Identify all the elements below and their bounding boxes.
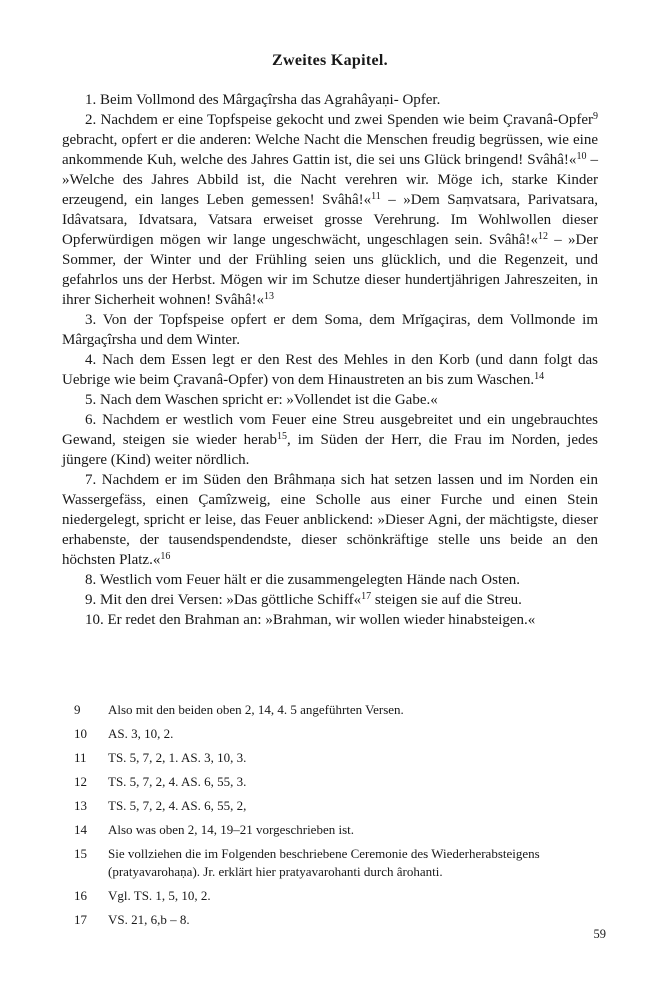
paragraph-8: 8. Westlich vom Feuer hält er die zusammengelegten Hände nach Osten. [85,572,521,588]
paragraph-3: 3. Von der Topfspeise opfert er dem Soma, dem Mrĭgaçiras, dem Vollmonde im Mârgaçîrsha und dem Winter. [62,312,598,348]
footnote-number: 13 [74,798,87,813]
footnote-number: 10 [74,726,87,741]
footnote-12 [74,773,598,791]
footnote-number: 15 [74,846,87,861]
footnote-number: 16 [74,888,87,903]
footnote-14 [74,821,598,839]
footnote-11 [74,749,598,767]
footnote-text: AS. 3, 10, 2. [108,726,174,741]
page-number: 59 [593,927,606,941]
paragraph-4: 4. Nach dem Essen legt er den Rest des Mehles in den Korb (und dann folgt das Uebrige wie beim Çravanâ-Opfer) von dem Hinaustreten an bis zum Waschen.$^{14}$ [62,352,598,388]
paragraph-7: 7. Nachdem er im Süden den Brâhmaṇa sich hat setzen lassen und im Norden ein Wassergefäss, einen Çamîzweig, eine Scholle aus einer Furche und einen Stein niedergelegt, spricht er leise, das Feuer anblickend: »Dieser Agni, der mächtigste, dieser erhabenste, der tausendspendendste, dieser schönkräftige stelle uns beide an den höchsten Platz.«$^{16}$ [62,472,598,568]
footnote-ref-13: 13 [264,291,275,302]
footnote-17 [74,911,598,929]
footnote-9 [74,701,598,719]
paragraph-1: 1. Beim Vollmond des Mârgaçîrsha das Agrahâyaṇi- Opfer. [85,92,441,108]
footnote-ref-16: 16 [160,551,171,562]
footnote-text: VS. 21, 6,b – 8. [108,912,190,927]
footnote-text: Also was oben 2, 14, 19–21 vorgeschrieben ist. [108,822,355,837]
footnote-text: TS. 5, 7, 2, 1. AS. 3, 10, 3. [108,750,247,765]
chapter-title: Zweites Kapitel. [272,52,388,69]
footnote-16 [74,887,598,905]
footnote-text: TS. 5, 7, 2, 4. AS. 6, 55, 3. [108,774,247,789]
footnote-ref-17: 17 [361,591,372,602]
footnote-13 [74,797,598,815]
paragraph-6: 6. Nachdem er westlich vom Feuer eine Streu ausgebreitet und ein ungebrauchtes Gewand, steigen sie wieder herab$^{15}$, im Süden der Herr, die Frau im Norden, jedes jüngere (Kind) weiter nördlich. [62,412,598,468]
footnote-ref-10: 10 [576,151,587,162]
chapter-body [62,90,598,630]
footnote-text: Also mit den beiden oben 2, 14, 4. 5 angeführten Versen. [108,702,404,717]
footnote-ref-15: 15 [276,431,287,442]
footnote-10 [74,725,598,743]
footnote-ref-11: 11 [371,191,381,202]
paragraph-5: 5. Nach dem Waschen spricht er: »Vollendet ist die Gabe.« [85,392,438,408]
paragraph-9: 9. Mit den drei Versen: »Das göttliche Schiff«$^{17}$ steigen sie auf die Streu. [85,591,522,608]
footnote-number: 12 [74,774,87,789]
paragraph-10: 10. Er redet den Brahman an: »Brahman, wir wollen wieder hinabsteigen.« [85,612,536,628]
footnote-text: TS. 5, 7, 2, 4. AS. 6, 55, 2, [108,798,247,813]
footnote-number: 11 [74,750,87,765]
footnote-ref-9: 9 [593,111,598,122]
footnote-number: 14 [74,822,87,837]
footnote-15 [74,845,598,881]
footnote-number: 9 [74,702,81,717]
footnotes-section [74,701,598,935]
paragraph-2: 2. Nachdem er eine Topfspeise gekocht und zwei Spenden wie beim Çravanâ-Opfer$^9$ gebracht, opfert er die anderen: Welche Nacht die Menschen freudig begrüssen, wie eine ankommende Kuh, welche des Jahres Gattin ist, die sei uns Glück bringend! Svâhâ!«$^{10}$ – »Welche des Jahres Abbild ist, die Nacht verehren wir. Möge ich, starke Kinder erzeugend, ein langes Leben gemessen! Svâhâ!«$^{11}$ – »Dem Saṃvatsara, Parivatsara, Idâvatsara, Idvatsara, Vatsara erweiset grosse Verehrung. Im Wohlwollen dieser Opferwürdigen mögen wir lange ungeschwächt, ungeschlagen sein. Svâhâ!«$^{12}$ – »Der Sommer, der Winter und der Frühling seien uns glücklich, und die Regenzeit, und gefahrlos uns der Herbst. Mögen wir im Schutze dieser hundertjährigen Jahreszeiten, in ihrer Sicherheit wohnen! Svâhâ!«$^{13}$ [62,111,599,308]
footnote-ref-12: 12 [538,231,549,242]
footnote-text: Sie vollziehen die im Folgenden beschriebene Ceremonie des Wiederherabsteigens (pratyavarohaṇa). Jr. erklärt hier pratyavarohanti durch ârohanti. [108,846,540,879]
footnote-number: 17 [74,912,87,927]
footnote-ref-14: 14 [534,371,545,382]
footnote-text: Vgl. TS. 1, 5, 10, 2. [108,888,211,903]
